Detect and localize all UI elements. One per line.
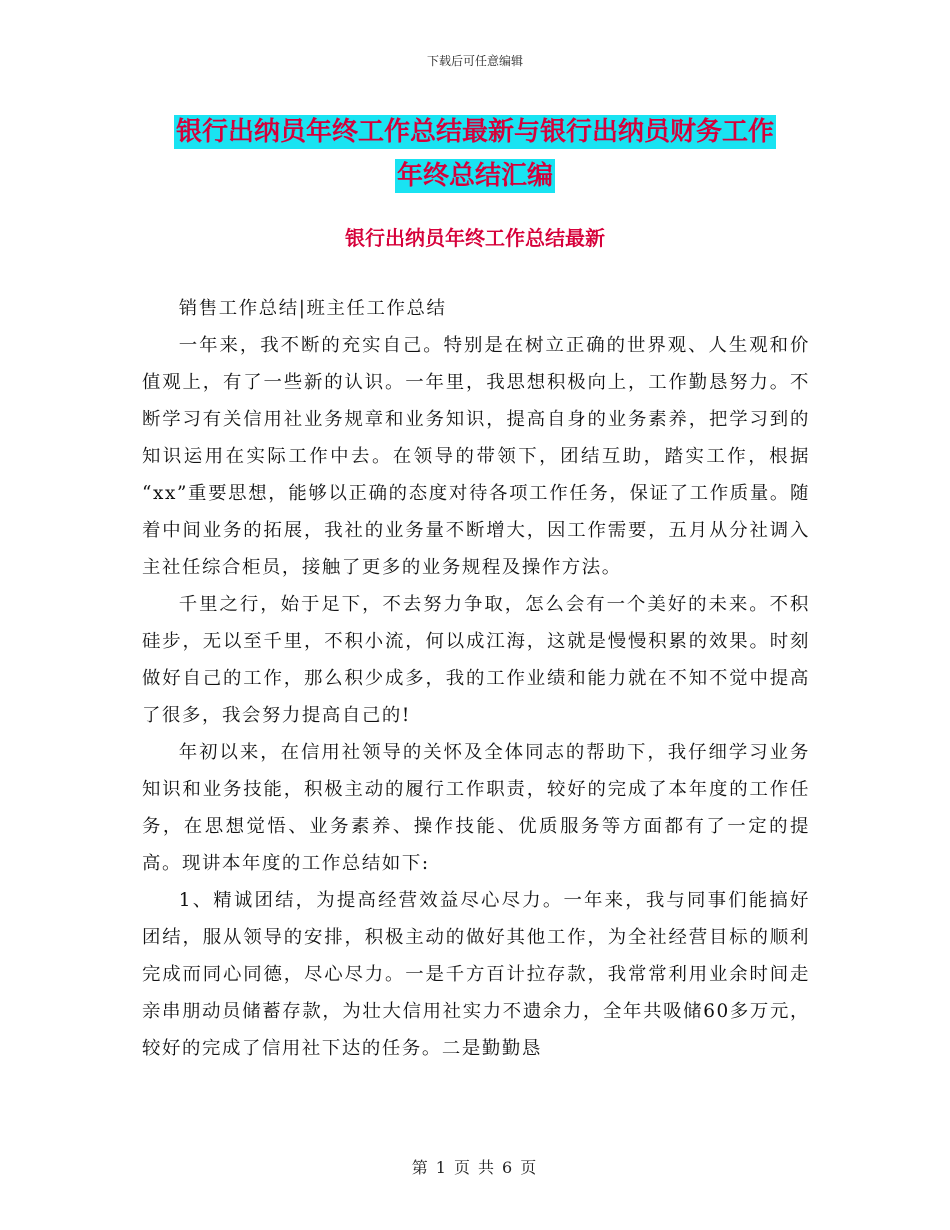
document-title-text: 银行出纳员年终工作总结最新与银行出纳员财务工作年终总结汇编	[175, 117, 774, 191]
page-footer	[0, 1155, 950, 1178]
header-note: 下载后可任意编辑	[426, 54, 523, 68]
body-text	[142, 290, 810, 1067]
paragraph: 一年来，我不断的充实自己。特别是在树立正确的世界观、人生观和价值观上，有了一些新的认识。一年里，我思想积极向上，工作勤恳努力。不断学习有关信用社业务规章和业务知识，提高自身的业务素养，把学习到的知识运用在实际工作中去。在领导的带领下，团结互助，踏实工作，根据 “xx”重要思想，能够以正确的态度对待各项工作任务，保证了工作质量。随着中间业务的拓展，我社的业务量不断增大，因工作需要，五月从分社调入主社任综合柜员，接触了更多的业务规程及操作方法。	[142, 335, 810, 578]
footer-total-prefix: 共	[478, 1158, 497, 1177]
paragraph: 年初以来，在信用社领导的关怀及全体同志的帮助下，我仔细学习业务知识和业务技能，积极主动的履行工作职责，较好的完成了本年度的工作任务，在思想觉悟、业务素养、操作技能、优质服务等方面都有了一定的提高。现讲本年度的工作总结如下:	[142, 742, 810, 874]
footer-page-number: 1	[435, 1158, 448, 1177]
footer-page-unit: 页	[453, 1158, 472, 1177]
section-title: 银行出纳员年终工作总结最新	[345, 226, 605, 250]
paragraph: 1、精诚团结，为提高经营效益尽心尽力。一年来，我与同事们能搞好团结，服从领导的安排，积极主动的做好其他工作，为全社经营目标的顺利完成而同心同德，尽心尽力。一是千方百计拉存款，我常常利用业余时间走亲串朋动员储蓄存款，为壮大信用社实力不遗余力，全年共吸储60多万元，较好的完成了信用社下达的任务。二是勤勤恳	[142, 890, 810, 1059]
paragraph: 销售工作总结|班主任工作总结	[178, 298, 447, 319]
footer-total-pages: 6	[502, 1158, 515, 1177]
paragraph: 千里之行，始于足下，不去努力争取，怎么会有一个美好的未来。不积硅步，无以至千里，不积小流，何以成江海，这就是慢慢积累的效果。时刻做好自己的工作，那么积少成多，我的工作业绩和能力就在不知不觉中提高了很多，我会努力提高自己的!	[142, 594, 810, 726]
document-title	[165, 110, 785, 198]
footer-prefix: 第	[411, 1158, 430, 1177]
footer-total-unit: 页	[520, 1158, 539, 1177]
